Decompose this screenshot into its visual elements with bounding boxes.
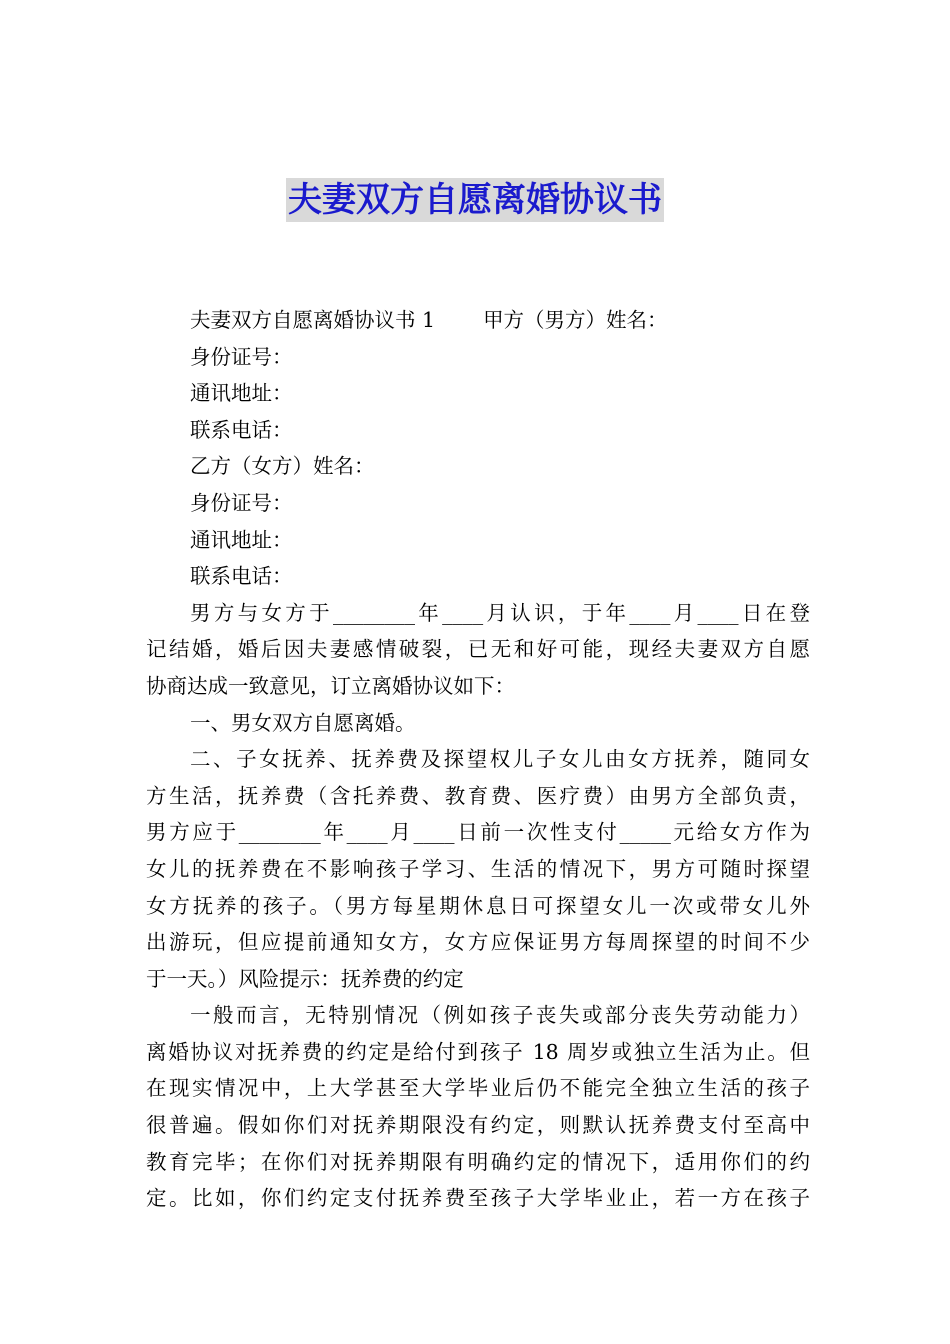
paragraph-line: 乙方（女方）姓名：: [190, 454, 375, 479]
paragraph-line: [146, 302, 810, 339]
paragraph-line: 教育完毕；在你们对抚养期限有明确约定的情况下，适用你们的约: [146, 1149, 810, 1174]
paragraph-line: 通讯地址：: [190, 381, 293, 406]
paragraph-line: 于一天。）风险提示：抚养费的约定: [146, 966, 464, 991]
paragraph-line: 定。比如，你们约定支付抚养费至孩子大学毕业止，若一方在孩子: [146, 1186, 810, 1211]
paragraph-line: 联系电话：: [190, 564, 293, 589]
paragraph-line: 二、子女抚养、抚养费及探望权儿子女儿由女方抚养，随同女: [190, 747, 810, 772]
line-segment: 夫妻双方自愿离婚协议书 1: [190, 308, 436, 332]
paragraph-line: 记结婚，婚后因夫妻感情破裂，已无和好可能，现经夫妻双方自愿: [146, 637, 810, 662]
paragraph-line: 在现实情况中，上大学甚至大学毕业后仍不能完全独立生活的孩子: [146, 1076, 810, 1101]
line-segment: 甲方（男方）姓名：: [483, 308, 668, 332]
paragraph-line: 一、男女双方自愿离婚。: [190, 710, 416, 735]
document-body: [146, 302, 810, 1217]
paragraph-line: 通讯地址：: [190, 527, 293, 552]
paragraph-line: 方生活，抚养费（含托养费、教育费、医疗费）由男方全部负责，: [146, 783, 810, 808]
paragraph-line: 男方应于________年____月____日前一次性支付_____元给女方作为: [146, 820, 810, 845]
title-container: [0, 178, 950, 222]
document-title: 夫妻双方自愿离婚协议书: [288, 180, 662, 220]
paragraph-line: 身份证号：: [190, 344, 293, 369]
paragraph-line: 女儿的抚养费在不影响孩子学习、生活的情况下，男方可随时探望: [146, 856, 810, 881]
paragraph-line: 女方抚养的孩子。（男方每星期休息日可探望女儿一次或带女儿外: [146, 893, 810, 918]
paragraph-line: 联系电话：: [190, 417, 293, 442]
paragraph-line: 男方与女方于________年____月认识，于年____月____日在登: [190, 600, 810, 625]
paragraph-line: 一般而言，无特别情况（例如孩子丧失或部分丧失劳动能力）: [190, 1003, 810, 1028]
paragraph-line: 离婚协议对抚养费的约定是给付到孩子 18 周岁或独立生活为止。但: [146, 1039, 810, 1064]
paragraph-line: 协商达成一致意见，订立离婚协议如下：: [146, 673, 515, 698]
paragraph-line: 很普遍。假如你们对抚养期限没有约定，则默认抚养费支付至高中: [146, 1113, 810, 1138]
paragraph-line: 出游玩，但应提前通知女方，女方应保证男方每周探望的时间不少: [146, 930, 810, 955]
paragraph-line: 身份证号：: [190, 490, 293, 515]
